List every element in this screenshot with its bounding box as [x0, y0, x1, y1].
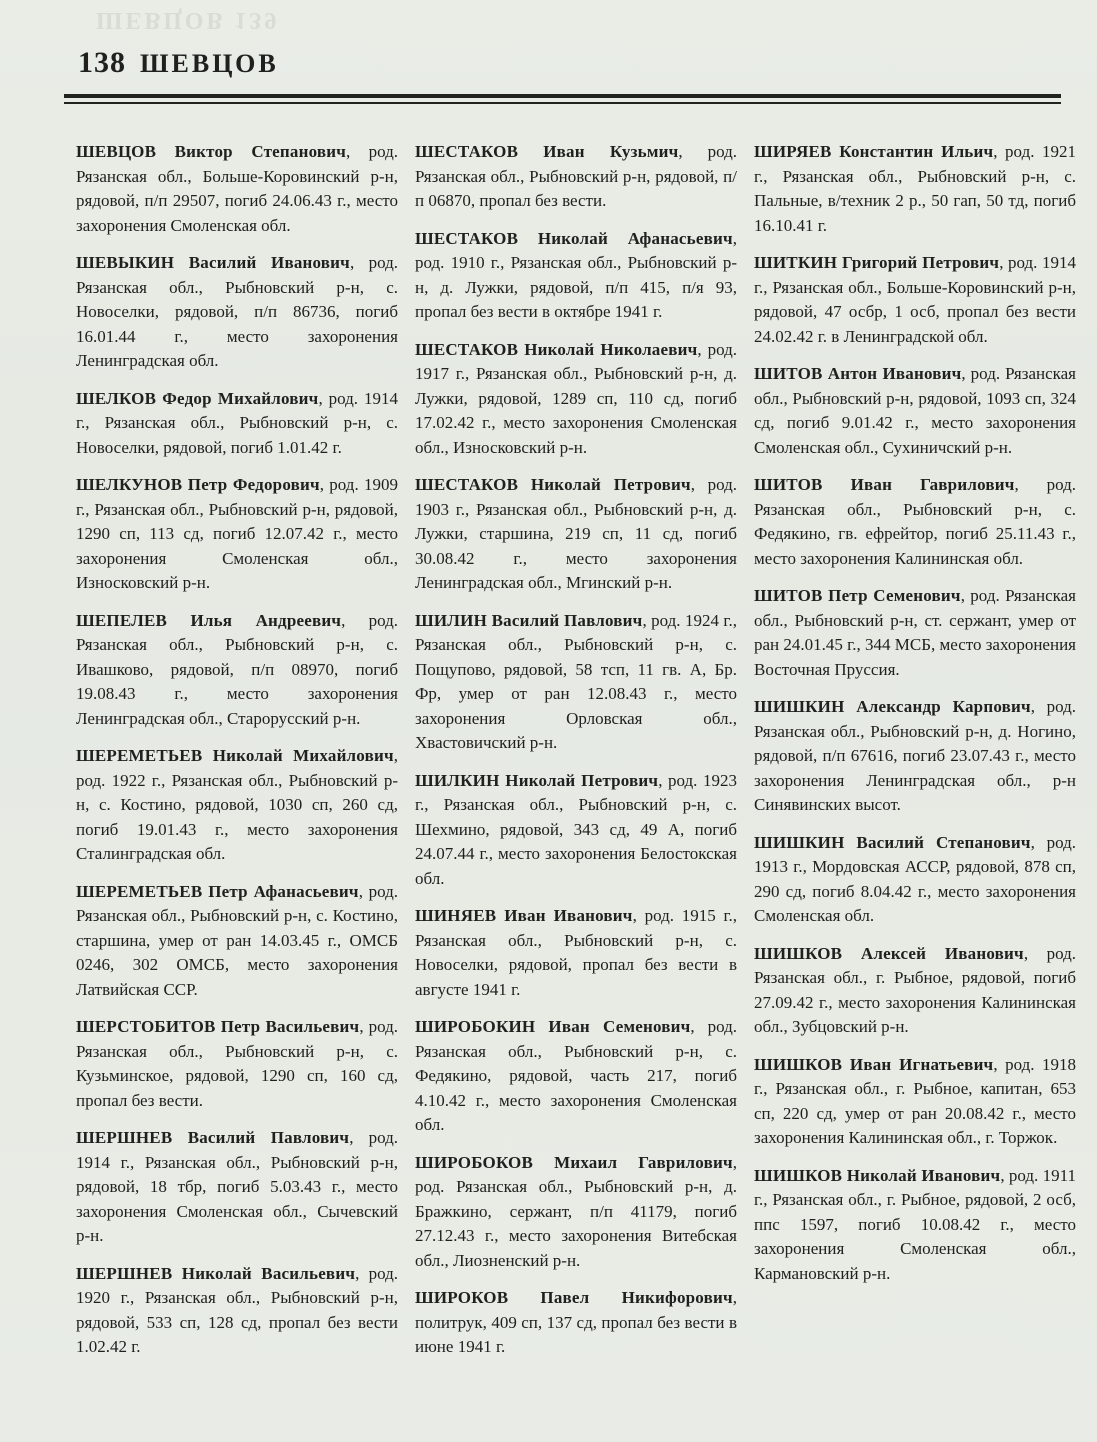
- entry-details: , род. 1923 г., Рязанская обл., Рыбновский р-н, с. Шехмино, рядовой, 343 сд, 49 А, погиб 24.07.44 г., место захоронения Белостокская обл.: [415, 770, 737, 888]
- bleed-through-text: ШЕВЦОВ 139: [96, 7, 280, 33]
- entry-details: , род. 1914 г., Рязанская обл., Рыбновский р-н, с. Новоселки, рядовой, погиб 1.01.42 г.: [76, 388, 398, 457]
- memorial-entry: [76, 473, 398, 596]
- memorial-entry: [754, 831, 1076, 929]
- entry-details: , род. Рязанская обл., Рыбновский р-н, с. Новоселки, рядовой, п/п 86736, погиб 16.01.44 г., место захоронения Ленинградская обл.: [76, 253, 398, 370]
- entry-details: , род. Рязанская обл., Рыбновский р-н, с. Федякино, гв. ефрейтор, погиб 25.11.43 г., место захоронения Калининская обл.: [754, 475, 1076, 568]
- entry-details: , род. Рязанская обл., Рыбновский р-н, д. Ногино, рядовой, п/п 67616, погиб 23.07.43 г., место захоронения Ленинградская обл., р-н Синявинских высот.: [754, 697, 1076, 814]
- entry-details: , род. Рязанская обл., Рыбновский р-н, д. Бражкино, сержант, п/п 41179, погиб 27.12.43 г., место захоронения Витебская обл., Лиозненский р-н.: [415, 1152, 737, 1270]
- entry-details: , род. Рязанская обл., Рыбновский р-н, с. Федякино, рядовой, часть 217, погиб 4.10.42 г., место захоронения Смоленская обл.: [415, 1017, 737, 1134]
- entry-details: , род. Рязанская обл., Рыбновский р-н, с. Кузьминское, рядовой, 1290 сп, 160 сд, пропал без вести.: [76, 1017, 398, 1110]
- entry-details: , род. 1903 г., Рязанская обл., Рыбновский р-н, д. Лужки, старшина, 219 сп, 11 сд, погиб 30.08.42 г., место захоронения Ленинградская обл., Мгинский р-н.: [415, 475, 737, 592]
- memorial-entry: [415, 227, 737, 325]
- entry-person-name: ШЕСТАКОВ Иван Кузьмич: [415, 142, 679, 161]
- memorial-entry: [754, 942, 1076, 1040]
- memorial-entry: [754, 140, 1076, 238]
- memorial-entry: [76, 251, 398, 374]
- entry-person-name: ШЕРСТОБИТОВ Петр Васильевич: [76, 1017, 360, 1036]
- running-head-title: ШЕВЦОВ: [140, 49, 279, 78]
- entry-person-name: ШИШКИН Василий Степанович: [754, 832, 1031, 852]
- entry-person-name: ШЕСТАКОВ Николай Петрович: [415, 475, 691, 494]
- column-3: [754, 140, 1076, 1373]
- memorial-entry: [754, 251, 1076, 349]
- entry-details: , род. 1910 г., Рязанская обл., Рыбновский р-н, д. Лужки, рядовой, п/п 415, п/я 93, пропал без вести в октябре 1941 г.: [415, 228, 737, 321]
- entry-details: , род. Рязанская обл., Рыбновский р-н, с. Ивашково, рядовой, п/п 08970, погиб 19.08.43 г., место захоронения Ленинградская обл., Старорусский р-н.: [76, 610, 398, 728]
- entry-person-name: ШИРОБОКОВ Михаил Гаврилович: [415, 1152, 733, 1172]
- entry-person-name: ШЕСТАКОВ Николай Николаевич: [415, 339, 698, 359]
- memorial-entry: [76, 1262, 398, 1360]
- entry-person-name: ШИШКИН Александр Карпович: [754, 697, 1031, 716]
- entry-details: , род. Рязанская обл., Больше-Коровинский р-н, рядовой, п/п 29507, погиб 24.06.43 г., место захоронения Смоленская обл.: [76, 142, 398, 235]
- memorial-entry: [76, 387, 398, 461]
- memorial-entry: [415, 1151, 737, 1274]
- entry-person-name: ШЕРШНЕВ Николай Васильевич: [76, 1263, 356, 1283]
- memorial-entry: [754, 362, 1076, 460]
- entry-person-name: ШЕПЕЛЕВ Илья Андреевич: [76, 610, 342, 630]
- memorial-entry: [754, 1053, 1076, 1151]
- entry-person-name: ШЕВЫКИН Василий Иванович: [76, 253, 350, 272]
- entry-person-name: ШИШКОВ Алексей Иванович: [754, 943, 1024, 963]
- entry-person-name: ШИРЯЕВ Константин Ильич: [754, 142, 994, 161]
- entry-person-name: ШЕРЕМЕТЬЕВ Николай Михайлович: [76, 746, 394, 765]
- entry-details: , род. 1918 г., Рязанская обл., г. Рыбное, капитан, 653 сп, 220 сд, умер от ран 20.08.42 г., место захоронения Калининская обл., г. Торжок.: [754, 1054, 1076, 1147]
- entry-details: , род. Рязанская обл., Рыбновский р-н, рядовой, п/п 06870, пропал без вести.: [415, 142, 737, 210]
- entry-person-name: ШИЛКИН Николай Петрович: [415, 770, 659, 790]
- entry-details: , род. 1913 г., Мордовская АССР, рядовой, 878 сп, 290 сд, погиб 8.04.42 г., место захоронения Смоленская обл.: [754, 832, 1076, 925]
- entry-person-name: ШЕРЕМЕТЬЕВ Петр Афанасьевич: [76, 881, 359, 901]
- memorial-entry: [415, 1015, 737, 1138]
- memorial-entry: [76, 140, 398, 238]
- memorial-entry: [754, 1164, 1076, 1287]
- entry-person-name: ШИТКИН Григорий Петрович: [754, 253, 1000, 272]
- running-head: [78, 46, 1063, 80]
- memorial-entry: [415, 140, 737, 214]
- column-1: [76, 140, 398, 1373]
- memorial-entry: [415, 904, 737, 1002]
- memorial-entry: [415, 769, 737, 892]
- entry-person-name: ШИРОБОКИН Иван Семенович: [415, 1017, 691, 1036]
- entry-person-name: ШЕВЦОВ Виктор Степанович: [76, 142, 347, 161]
- entry-columns: [76, 140, 1076, 1373]
- entry-person-name: ШЕРШНЕВ Василий Павлович: [76, 1128, 350, 1147]
- entry-details: , род. 1922 г., Рязанская обл., Рыбновский р-н, с. Костино, рядовой, 1030 сп, 260 сд, погиб 19.01.43 г., место захоронения Сталинградская обл.: [76, 746, 398, 863]
- entry-person-name: ШИТОВ Антон Иванович: [754, 364, 962, 383]
- memorial-entry: [76, 1015, 398, 1113]
- memorial-entry: [754, 584, 1076, 682]
- entry-details: , род. 1917 г., Рязанская обл., Рыбновский р-н, д. Лужки, рядовой, 1289 сп, 110 сд, погиб 17.02.42 г., место захоронения Смоленская обл., Износковский р-н.: [415, 339, 737, 457]
- entry-details: , род. 1914 г., Рязанская обл., Больше-Коровинский р-н, рядовой, 47 осбр, 1 осб, пропал без вести 24.02.42 г. в Ленинградской обл.: [754, 253, 1076, 346]
- memorial-entry: [415, 1286, 737, 1360]
- entry-details: , род. Рязанская обл., Рыбновский р-н, рядовой, 1093 сп, 324 сд, погиб 9.01.42 г., место захоронения Смоленская обл., Сухиничский р-н.: [754, 364, 1076, 457]
- entry-details: , род. 1924 г., Рязанская обл., Рыбновский р-н, с. Пощупово, рядовой, 58 тсп, 11 гв. А, Бр. Фр, умер от ран 12.08.43 г., место захоронения Орловская обл., Хвастовичский р-н.: [415, 610, 737, 752]
- memorial-entry: [415, 609, 737, 756]
- memorial-entry: [415, 473, 737, 596]
- entry-details: , род. 1909 г., Рязанская обл., Рыбновский р-н, рядовой, 1290 сп, 113 сд, погиб 12.07.42 г., место захоронения Смоленская обл., Износковский р-н.: [76, 475, 398, 592]
- memorial-entry: [754, 473, 1076, 571]
- header-double-rule: [64, 94, 1061, 104]
- entry-person-name: ШЕСТАКОВ Николай Афанасьевич: [415, 228, 733, 248]
- memorial-entry: [76, 1126, 398, 1249]
- memorial-entry: [754, 695, 1076, 818]
- page-number: 138: [78, 46, 126, 79]
- entry-person-name: ШИНЯЕВ Иван Иванович: [415, 906, 633, 925]
- entry-details: , род. 1920 г., Рязанская обл., Рыбновский р-н, рядовой, 533 сп, 128 сд, пропал без вести 1.02.42 г.: [76, 1263, 398, 1356]
- entry-details: , род. 1911 г., Рязанская обл., г. Рыбное, рядовой, 2 осб, ппс 1597, погиб 10.08.42 г., место захоронения Смоленская обл., Кармановский р-н.: [754, 1165, 1076, 1283]
- entry-details: , род. 1914 г., Рязанская обл., Рыбновский р-н, рядовой, 18 тбр, погиб 5.03.43 г., место захоронения Смоленская обл., Сычевский р-н.: [76, 1128, 398, 1245]
- entry-details: , род. Рязанская обл., г. Рыбное, рядовой, погиб 27.09.42 г., место захоронения Калининская обл., Зубцовский р-н.: [754, 943, 1076, 1036]
- entry-details: , род. 1921 г., Рязанская обл., Рыбновский р-н, с. Пальные, в/техник 2 р., 50 гап, 50 тд, погиб 16.10.41 г.: [754, 142, 1076, 235]
- entry-person-name: ШЕЛКОВ Федор Михайлович: [76, 388, 319, 408]
- memorial-entry: [415, 338, 737, 461]
- memorial-entry: [76, 609, 398, 732]
- entry-details: , род. 1915 г., Рязанская обл., Рыбновский р-н, с. Новоселки, рядовой, пропал без вести в августе 1941 г.: [415, 906, 737, 999]
- entry-person-name: ШИШКОВ Николай Иванович: [754, 1165, 1001, 1185]
- memorial-entry: [76, 880, 398, 1003]
- memorial-entry: [76, 744, 398, 867]
- column-2: [415, 140, 737, 1373]
- entry-person-name: ШЕЛКУНОВ Петр Федорович: [76, 475, 320, 494]
- entry-person-name: ШИРОКОВ Павел Никифорович: [415, 1288, 733, 1307]
- entry-details: , политрук, 409 сп, 137 сд, пропал без вести в июне 1941 г.: [415, 1288, 737, 1356]
- entry-person-name: ШИШКОВ Иван Игнатьевич: [754, 1054, 994, 1074]
- entry-person-name: ШИЛИН Василий Павлович: [415, 610, 643, 630]
- entry-details: , род. Рязанская обл., Рыбновский р-н, с. Костино, старшина, умер от ран 14.03.45 г., ОМСБ 0246, 302 ОМСБ, место захоронения Латвийская ССР.: [76, 881, 398, 999]
- entry-person-name: ШИТОВ Иван Гаврилович: [754, 475, 1015, 494]
- entry-person-name: ШИТОВ Петр Семенович: [754, 586, 961, 605]
- entry-details: , род. Рязанская обл., Рыбновский р-н, ст. сержант, умер от ран 24.01.45 г., 344 МСБ, место захоронения Восточная Пруссия.: [754, 586, 1076, 679]
